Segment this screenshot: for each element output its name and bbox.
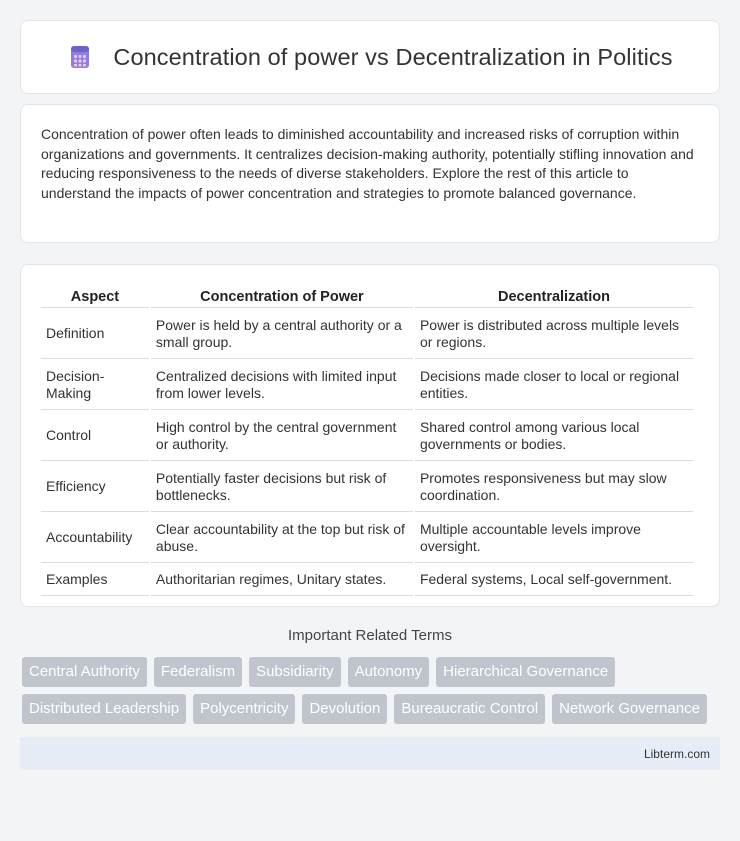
aspect-cell: Control	[41, 412, 149, 461]
aspect-cell: Accountability	[41, 514, 149, 563]
table-header-row	[41, 287, 693, 308]
aspect-cell: Examples	[41, 565, 149, 596]
table-row	[41, 412, 693, 461]
decentralization-cell: Federal systems, Local self-government.	[415, 565, 693, 596]
tag-hierarchical-governance[interactable]: Hierarchical Governance	[436, 657, 615, 687]
tag-distributed-leadership[interactable]: Distributed Leadership	[22, 694, 186, 724]
table-row	[41, 565, 693, 596]
table-row	[41, 514, 693, 563]
header-decentralization: Decentralization	[415, 287, 693, 308]
table-row	[41, 463, 693, 512]
intro-card	[20, 104, 720, 243]
concentration-cell: Clear accountability at the top but risk of abuse.	[151, 514, 413, 563]
concentration-cell: Authoritarian regimes, Unitary states.	[151, 565, 413, 596]
comparison-table	[39, 285, 695, 598]
decentralization-cell: Power is distributed across multiple levels or regions.	[415, 310, 693, 359]
footer-site-link[interactable]: Libterm.com	[643, 746, 710, 761]
comparison-table-card	[20, 264, 720, 607]
tag-polycentricity[interactable]: Polycentricity	[193, 694, 295, 724]
related-terms-tags	[20, 657, 720, 724]
header-aspect: Aspect	[41, 287, 149, 308]
footer	[20, 737, 720, 770]
related-terms-title: Important Related Terms	[288, 627, 452, 644]
tag-autonomy[interactable]: Autonomy	[348, 657, 430, 687]
concentration-cell: High control by the central government or authority.	[151, 412, 413, 461]
concentration-cell: Power is held by a central authority or a small group.	[151, 310, 413, 359]
calculator-icon	[67, 44, 93, 70]
tag-devolution[interactable]: Devolution	[302, 694, 387, 724]
tag-central-authority[interactable]: Central Authority	[22, 657, 147, 687]
table-row	[41, 361, 693, 410]
aspect-cell: Definition	[41, 310, 149, 359]
tag-network-governance[interactable]: Network Governance	[552, 694, 707, 724]
concentration-cell: Potentially faster decisions but risk of bottlenecks.	[151, 463, 413, 512]
tag-subsidiarity[interactable]: Subsidiarity	[249, 657, 341, 687]
tag-federalism[interactable]: Federalism	[154, 657, 242, 687]
header-concentration: Concentration of Power	[151, 287, 413, 308]
decentralization-cell: Multiple accountable levels improve oversight.	[415, 514, 693, 563]
table-row	[41, 310, 693, 359]
concentration-cell: Centralized decisions with limited input from lower levels.	[151, 361, 413, 410]
page-title: Concentration of power vs Decentralization in Politics	[113, 43, 673, 70]
header-card	[20, 20, 720, 94]
decentralization-cell: Promotes responsiveness but may slow coordination.	[415, 463, 693, 512]
decentralization-cell: Decisions made closer to local or regional entities.	[415, 361, 693, 410]
aspect-cell: Efficiency	[41, 463, 149, 512]
tag-bureaucratic-control[interactable]: Bureaucratic Control	[394, 694, 545, 724]
aspect-cell: Decision-Making	[41, 361, 149, 410]
decentralization-cell: Shared control among various local governments or bodies.	[415, 412, 693, 461]
intro-text: Concentration of power often leads to diminished accountability and increased risks of corruption within organizations and governments. It centralizes decision-making authority, potentially stifling innovation and reducing responsiveness to the needs of diverse stakeholders. Explore the rest of this article to understand the impacts of power concentration and strategies to promote balanced governance.	[41, 126, 694, 201]
related-terms-section	[20, 627, 720, 724]
